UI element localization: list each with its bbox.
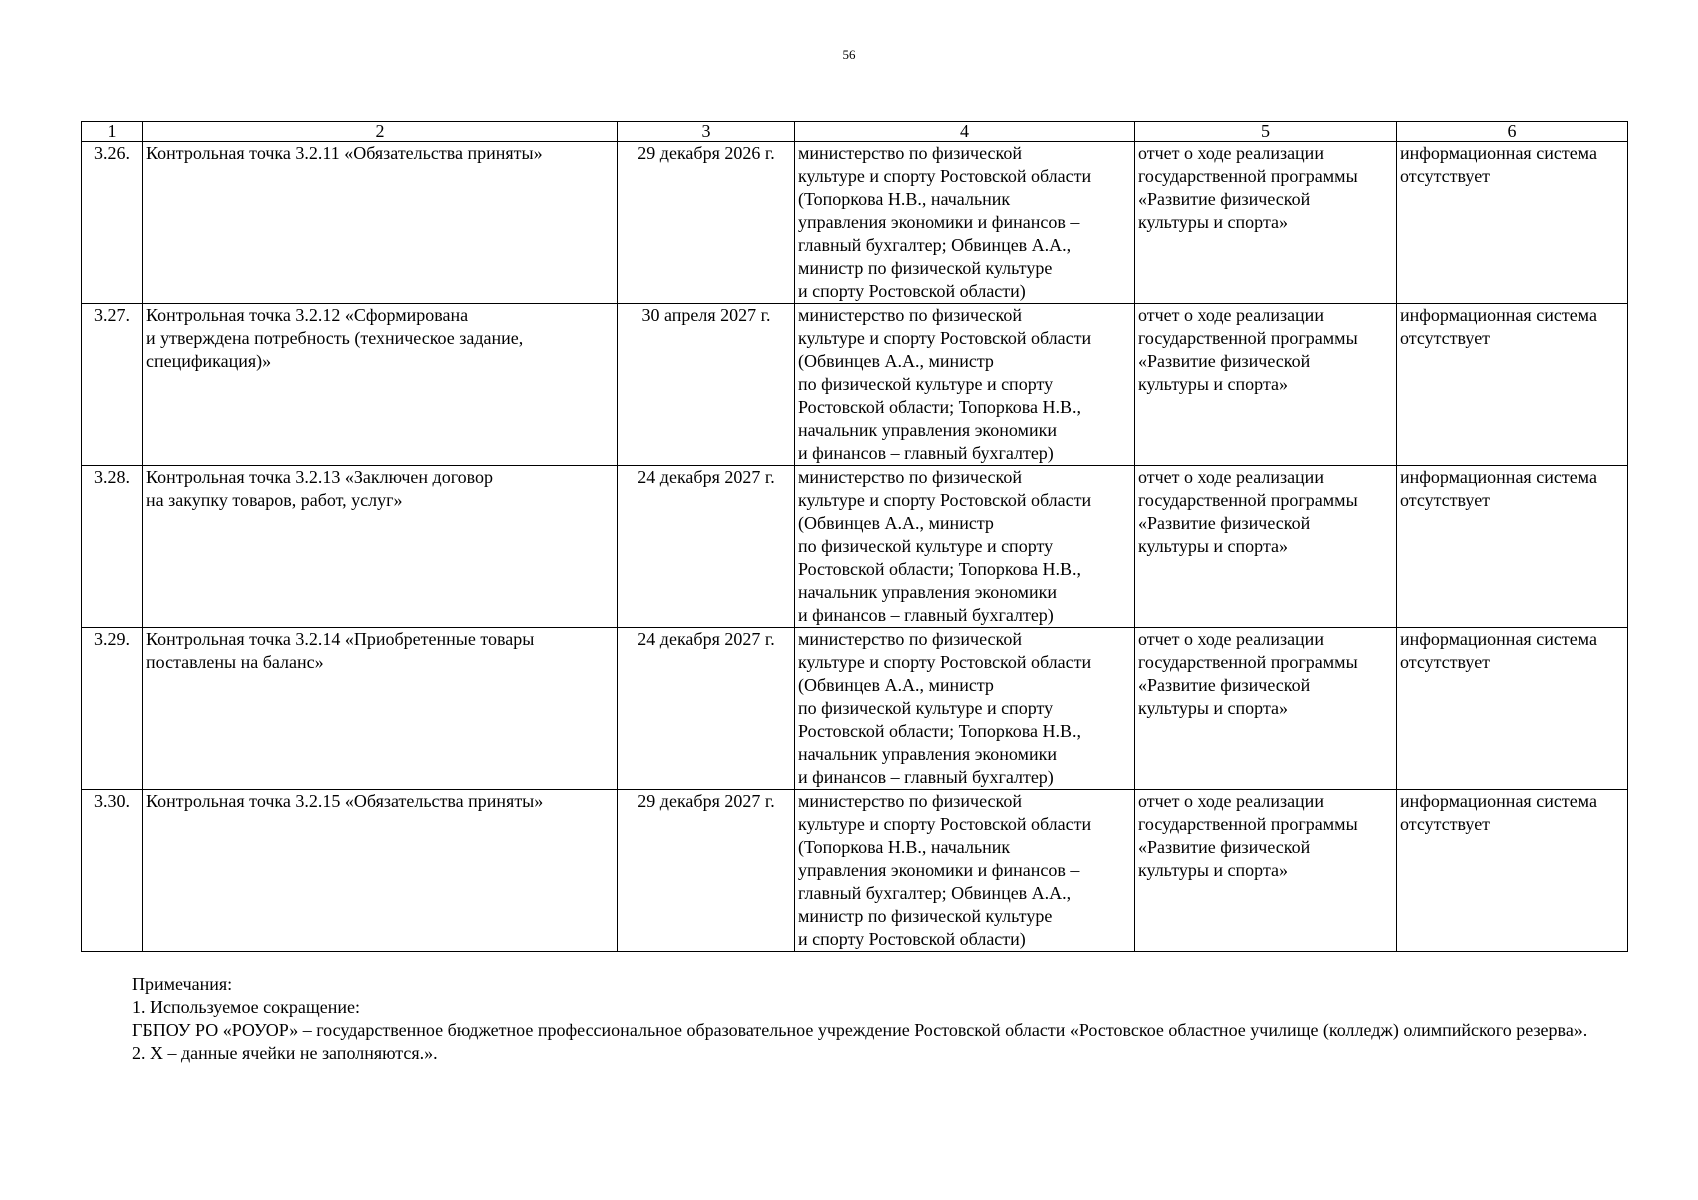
column-header: 3 [618,122,795,142]
deadline-date: 24 декабря 2027 г. [618,466,795,628]
column-header: 5 [1135,122,1397,142]
table-row [82,304,1628,466]
information-system: информационная система отсутствует [1397,790,1628,952]
control-point-name: Контрольная точка 3.2.12 «Сформирована и утверждена потребность (техническое задание, спецификация)» [143,304,618,466]
control-points-table [81,121,1628,952]
note-item-1: 1. Используемое сокращение: [132,997,360,1017]
table-row [82,628,1628,790]
page-number: 56 [842,47,856,62]
table-row [82,790,1628,952]
column-header: 4 [795,122,1135,142]
deadline-date: 30 апреля 2027 г. [618,304,795,466]
confirming-document: отчет о ходе реализации государственной программы «Развитие физической культуры и спорта» [1135,628,1397,790]
abbreviation-definition: ГБПОУ РО «РОУОР» – государственное бюджетное профессиональное образовательное учреждение Ростовской области «Ростовское областное училище (колледж) олимпийского резерва». [132,1020,1588,1040]
row-number: 3.26. [82,142,143,304]
information-system: информационная система отсутствует [1397,466,1628,628]
confirming-document: отчет о ходе реализации государственной программы «Развитие физической культуры и спорта» [1135,790,1397,952]
row-number: 3.30. [82,790,143,952]
row-number: 3.28. [82,466,143,628]
information-system: информационная система отсутствует [1397,304,1628,466]
control-point-name: Контрольная точка 3.2.14 «Приобретенные товары поставлены на баланс» [143,628,618,790]
note-item-2: 2. X – данные ячейки не заполняются.». [132,1043,438,1063]
confirming-document: отчет о ходе реализации государственной программы «Развитие физической культуры и спорта» [1135,304,1397,466]
control-point-name: Контрольная точка 3.2.13 «Заключен договор на закупку товаров, работ, услуг» [143,466,618,628]
responsible-executor: министерство по физической культуре и спорту Ростовской области (Обвинцев А.А., министр по физической культуре и спорту Ростовской области; Топоркова Н.В., начальник управления экономики и финансов – главный бухгалтер) [795,466,1135,628]
column-header: 1 [82,122,143,142]
deadline-date: 29 декабря 2026 г. [618,142,795,304]
responsible-executor: министерство по физической культуре и спорту Ростовской области (Топоркова Н.В., начальник управления экономики и финансов – главный бухгалтер; Обвинцев А.А., министр по физической культуре и спорту Ростовской области) [795,142,1135,304]
control-point-name: Контрольная точка 3.2.15 «Обязательства приняты» [143,790,618,952]
notes-title: Примечания: [132,974,233,994]
responsible-executor: министерство по физической культуре и спорту Ростовской области (Топоркова Н.В., начальник управления экономики и финансов – главный бухгалтер; Обвинцев А.А., министр по физической культуре и спорту Ростовской области) [795,790,1135,952]
column-header: 2 [143,122,618,142]
deadline-date: 24 декабря 2027 г. [618,628,795,790]
table-header-row [82,122,1628,142]
notes-section [81,973,1627,1065]
information-system: информационная система отсутствует [1397,628,1628,790]
row-number: 3.29. [82,628,143,790]
responsible-executor: министерство по физической культуре и спорту Ростовской области (Обвинцев А.А., министр по физической культуре и спорту Ростовской области; Топоркова Н.В., начальник управления экономики и финансов – главный бухгалтер) [795,628,1135,790]
responsible-executor: министерство по физической культуре и спорту Ростовской области (Обвинцев А.А., министр по физической культуре и спорту Ростовской области; Топоркова Н.В., начальник управления экономики и финансов – главный бухгалтер) [795,304,1135,466]
control-point-name: Контрольная точка 3.2.11 «Обязательства приняты» [143,142,618,304]
confirming-document: отчет о ходе реализации государственной программы «Развитие физической культуры и спорта» [1135,142,1397,304]
row-number: 3.27. [82,304,143,466]
information-system: информационная система отсутствует [1397,142,1628,304]
column-header: 6 [1397,122,1628,142]
table-row [82,142,1628,304]
confirming-document: отчет о ходе реализации государственной программы «Развитие физической культуры и спорта» [1135,466,1397,628]
table-row [82,466,1628,628]
deadline-date: 29 декабря 2027 г. [618,790,795,952]
